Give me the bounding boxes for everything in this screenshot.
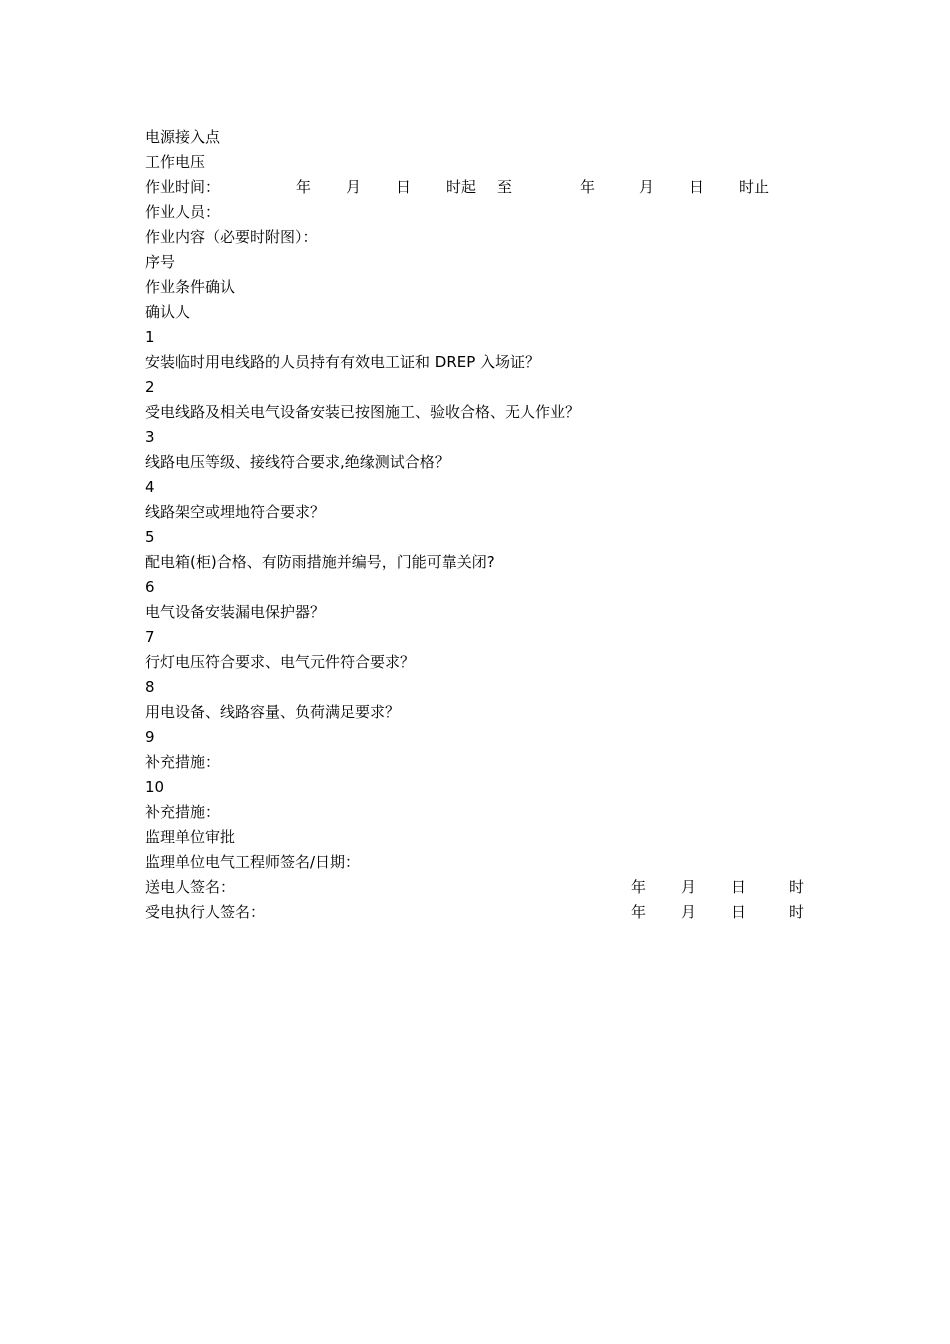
receiver-signature-row (145, 900, 845, 925)
condition-text: 用电设备、线路容量、负荷满足要求？ (145, 703, 401, 721)
condition-text: 电气设备安装漏电保护器？ (145, 603, 326, 621)
supervision-signature-label: 监理单位电气工程师签名/日期： (145, 853, 361, 871)
condition-text: 补充措施： (145, 753, 221, 771)
permit-form (145, 125, 845, 925)
condition-text: 行灯电压符合要求、电气元件符合要求？ (145, 653, 416, 671)
condition-number: 1 (145, 328, 155, 346)
start-year-label: 年 (296, 178, 312, 196)
supervision-approval-label: 监理单位审批 (145, 828, 236, 846)
condition-text: 配电箱(柜)合格、有防雨措施并编号，门能可靠关闭? (145, 553, 495, 571)
condition-text: 补充措施： (145, 803, 221, 821)
condition-number: 7 (145, 628, 155, 646)
to-label: 至 (497, 178, 513, 196)
condition-number: 6 (145, 578, 155, 596)
end-hour-label: 时止 (739, 178, 770, 196)
sender-signature-label: 送电人签名： (145, 878, 236, 896)
work-time-label: 作业时间： (145, 178, 221, 196)
condition-text: 受电线路及相关电气设备安装已按图施工、验收合格、无人作业？ (145, 403, 581, 421)
start-day-label: 日 (396, 178, 412, 196)
serial-header: 序号 (145, 253, 176, 271)
condition-number: 10 (145, 778, 165, 796)
condition-text: 安装临时用电线路的人员持有有效电工证和 DREP 入场证？ (145, 353, 541, 371)
condition-number: 3 (145, 428, 155, 446)
condition-text: 线路电压等级、接线符合要求,绝缘测试合格？ (145, 453, 450, 471)
work-time-row (145, 175, 845, 200)
receiver-signature-label: 受电执行人签名： (145, 903, 266, 921)
condition-number: 2 (145, 378, 155, 396)
receiver-hour-label: 时 (789, 903, 805, 921)
sender-hour-label: 时 (789, 878, 805, 896)
sender-day-label: 日 (731, 878, 747, 896)
confirmer-header: 确认人 (145, 303, 191, 321)
sender-year-label: 年 (631, 878, 647, 896)
condition-number: 5 (145, 528, 155, 546)
start-hour-label: 时起 (446, 178, 477, 196)
condition-text: 线路架空或埋地符合要求？ (145, 503, 326, 521)
sender-month-label: 月 (681, 878, 697, 896)
receiver-year-label: 年 (631, 903, 647, 921)
sender-signature-row (145, 875, 845, 900)
working-voltage-label: 工作电压 (145, 153, 206, 171)
receiver-day-label: 日 (731, 903, 747, 921)
condition-number: 4 (145, 478, 155, 496)
start-month-label: 月 (346, 178, 362, 196)
work-content-label: 作业内容（必要时附图）： (145, 228, 318, 246)
end-day-label: 日 (689, 178, 705, 196)
end-year-label: 年 (580, 178, 596, 196)
condition-number: 8 (145, 678, 155, 696)
end-month-label: 月 (639, 178, 655, 196)
condition-number: 9 (145, 728, 155, 746)
condition-header: 作业条件确认 (145, 278, 236, 296)
power-access-point-label: 电源接入点 (145, 128, 221, 146)
work-personnel-label: 作业人员： (145, 203, 221, 221)
receiver-month-label: 月 (681, 903, 697, 921)
